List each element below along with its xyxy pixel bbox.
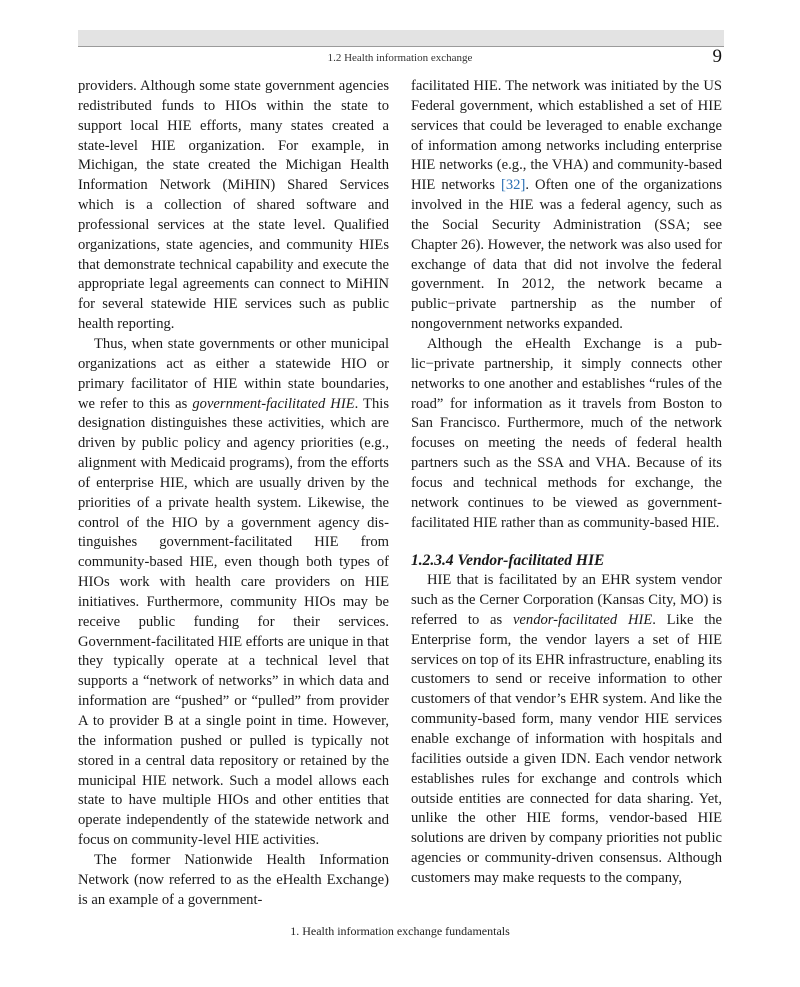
citation-link[interactable]: [32] [500,177,526,194]
paragraph [78,335,389,851]
running-head: 1.2 Health information exchange [327,52,473,64]
page-number: 9 [712,46,722,67]
left-column [78,77,389,910]
paragraph [411,77,722,335]
paragraph-text: HIE that is facilitated by an EHR system vendor such as the Cerner Corporation (Kansas City, MO) is referred to as [411,572,722,628]
paragraph-text: facilitated HIE. The network was initiated by the US Federal government, which established a set of HIE services that could be leveraged to enable exchange of information among networks including enterprise HIE networks (e.g., the VHA) and community-based HIE networks [411,78,722,194]
right-column [411,77,722,889]
paragraph-text: Thus, when state governments or other municipal organizations act as either a statewide HIO or primary facilitator of HIE within state boundaries, we refer to this as [78,335,389,412]
paragraph-text: . This designation distinguishes these activities, which are driven by public policy and agency priorities (e.g., alignment with Medicaid programs), from the efforts of enterprise HIE, which are usually driven by the priorities of a private health system. Likewise, the control of the HIO by a government agency distinguishes government-facilitated HIE from community-based HIE, even though both types of HIOs work with health care providers on HIE initiatives. Furthermore, community HIOs may be receive public funding for their services. Government-facilitated HIE efforts are unique in that they typically operate at a technical level that supports a “network of networks” in which data and information are “pushed” or “pulled” from provider A to provider B at a single point in time. However, the information pushed or pulled is typically not stored in a central data repository or retained by the municipal HIE network. Such a model allows each state to have multiple HIOs and other entities that operate independently of the statewide network and focus on community-level HIE activities. [78,395,389,849]
defined-term: vendor-facilitated HIE [512,611,653,628]
section-heading: 1.2.3.4 Vendor-facilitated HIE [411,552,605,570]
paragraph-text: . Like the Enterprise form, the vendor layers a set of HIE services on top of its EHR infrastructure, enabling its customers to send or receive information to other customers of that vendor’s EHR system. And like the community-based form, many vendor HIE services enable exchange of information with hospitals and facilities outside a given IDN. Each vendor network establishes rules for exchange and controls which outside entities are connected for data sharing. Yet, unlike the other HIE forms, vendor-based HIE solutions are driven by company priorities not public agencies or community-driven consensus. Although customers may make requests to the company, [411,611,723,886]
paragraph: providers. Although some state government agencies redistributed funds to HIOs within the state to support local HIE efforts, many states created a state-level HIE organization. For example, in Michigan, the state created the Michigan Health Information Network (MiHIN) Shared Services which is a collection of shared software and professional services at the state level. Qualified organizations, state agencies, and community HIEs that demonstrate technical capability and execute the appropriate legal agreements can connect to MiHIN for several statewide HIE services such as public health reporting. [78,78,389,333]
paragraph [411,571,722,889]
paragraph: Although the eHealth Exchange is a public−private partnership, it simply connects other networks to one another and establishes “rules of the road” for information as it travels from Boston to San Francisco. Furthermore, much of the network focuses on meeting the needs of federal health partners such as the SSA and VHA. Because of its focus and technical methods for exchange, the network continues to be viewed as government-facilitated HIE rather than as community-based HIE. [411,335,722,531]
defined-term: government-facilitated HIE [192,395,355,412]
page-footer: 1. Health information exchange fundamentals [290,924,510,938]
paragraph: The former Nationwide Health Information Network (now referred to as the eHealth Exchange) is an example of a government- [78,851,389,908]
paragraph-text: . Often one of the organizations involved in the HIE was a federal agency, such as the Social Security Administration (SSA; see Chapter 26). However, the network was also used for exchange of data that did not involve the federal government. In 2012, the network became a public−private partnership as the number of nongovernment networks expanded. [411,177,722,333]
header-rule [78,30,724,47]
